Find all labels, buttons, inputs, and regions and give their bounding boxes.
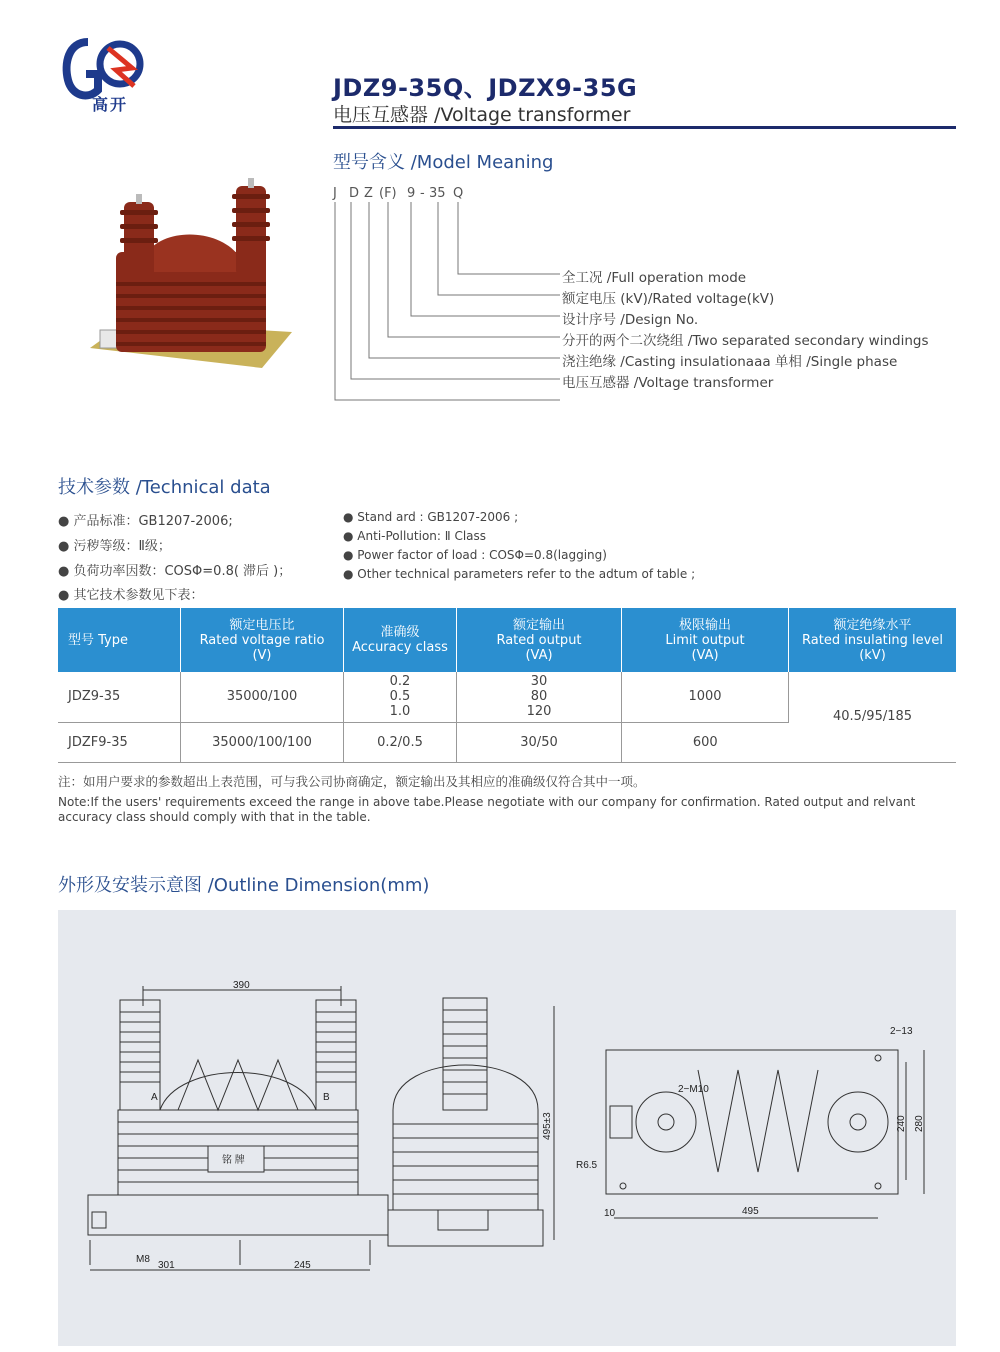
- note-chinese: 注：如用户要求的参数超出上表范围，可与我公司协商确定，额定输出及其相应的准确级仅符合其中一项。: [58, 774, 646, 789]
- cell-ratio: 35000/100/100: [181, 722, 344, 762]
- code-letter: 9: [407, 186, 416, 201]
- model-meaning-item: 分开的两个二次绕组 /Two separated secondary windings: [562, 333, 929, 349]
- cell-ratio: 35000/100: [181, 672, 344, 722]
- tech-item-en: ● Anti-Pollution: Ⅱ Class: [343, 529, 487, 543]
- table-row: [58, 672, 956, 722]
- label-m8: M8: [136, 1254, 150, 1265]
- dim-301: 301: [158, 1260, 175, 1271]
- model-meaning-item: 设计序号 /Design No.: [562, 312, 699, 328]
- cell-limit: 600: [622, 722, 789, 762]
- label-r65: R6.5: [576, 1160, 598, 1171]
- table-header-cell: 型号 Type: [58, 608, 181, 672]
- outline-drawing-panel: [58, 910, 956, 1346]
- tech-item-cn: ● 负荷功率因数：COSΦ=0.8( 滞后 )；: [58, 564, 292, 579]
- model-meaning-item: 全工况 /Full operation mode: [562, 270, 747, 286]
- code-letter: D: [349, 186, 360, 201]
- code-letter: -: [420, 186, 425, 201]
- nameplate-label: 铭 牌: [222, 1155, 245, 1166]
- outline-heading: 外形及安装示意图 /Outline Dimension(mm): [58, 875, 430, 896]
- table-header-cell: 极限输出 Limit output (VA): [622, 608, 789, 672]
- dim-245: 245: [294, 1260, 311, 1271]
- cell-type: JDZ9-35: [58, 672, 181, 722]
- technical-data-table: [58, 608, 956, 763]
- cell-accuracy: 0.2/0.5: [344, 722, 457, 762]
- table-header-cell: 额定电压比 Rated voltage ratio (V): [181, 608, 344, 672]
- model-meaning-heading: 型号含义 /Model Meaning: [333, 152, 554, 173]
- tech-item-en: ● Power factor of load : COSΦ=0.8(lagging): [343, 548, 607, 562]
- tech-item-cn: ● 污秽等级：Ⅱ级；: [58, 539, 171, 554]
- tech-item-cn: ● 其它技术参数见下表：: [58, 588, 204, 603]
- product-title: JDZ9-35Q、JDZX9-35G: [333, 74, 638, 102]
- label-b: B: [323, 1092, 330, 1103]
- dim-280: 280: [914, 1115, 925, 1132]
- cell-insulation: 40.5/95/185: [789, 672, 957, 762]
- technical-data-heading: 技术参数 /Technical data: [58, 477, 271, 498]
- dim-height: 495±3: [542, 1112, 553, 1140]
- dim-495: 495: [742, 1206, 759, 1217]
- cell-type: JDZF9-35: [58, 722, 181, 762]
- code-letter: J: [333, 186, 337, 201]
- table-header-cell: 准确级 Accuracy class: [344, 608, 457, 672]
- model-meaning-item: 电压互感器 /Voltage transformer: [562, 375, 774, 391]
- code-letter: Z: [364, 186, 373, 201]
- model-meaning-item: 额定电压 (kV)/Rated voltage(kV): [562, 291, 775, 307]
- title-divider: [333, 126, 956, 129]
- model-meaning-item: 浇注绝缘 /Casting insulationaaa 单相 /Single phase: [562, 354, 898, 370]
- outline-drawing: [58, 910, 956, 1346]
- code-letter: Q: [453, 186, 464, 201]
- dim-390: 390: [233, 980, 250, 991]
- tech-item-en: ● Stand ard : GB1207-2006 ;: [343, 510, 519, 524]
- dim-10: 10: [604, 1208, 616, 1219]
- code-letter: 35: [429, 186, 446, 201]
- front-view: [88, 1000, 388, 1270]
- product-photo: [86, 172, 296, 372]
- dim-240: 240: [896, 1115, 907, 1132]
- table-header-cell: 额定输出 Rated output (VA): [457, 608, 622, 672]
- cell-output: 30 80 120: [457, 672, 622, 722]
- label-a: A: [151, 1092, 158, 1103]
- tech-item-cn: ● 产品标准：GB1207-2006;: [58, 514, 233, 529]
- label-m10: 2−M10: [678, 1084, 709, 1095]
- cell-limit: 1000: [622, 672, 789, 722]
- product-subtitle: 电压互感器 /Voltage transformer: [333, 104, 631, 126]
- model-code-leader-lines: [330, 200, 570, 405]
- tech-item-en: ● Other technical parameters refer to the adtum of table ;: [343, 567, 696, 581]
- note-english: Note:If the users' requirements exceed the range in above tabe.Please negotiate with our company for confirmation. Rated output and relvant accuracy class should comply with that in the table.: [58, 795, 916, 824]
- cell-accuracy: 0.2 0.5 1.0: [344, 672, 457, 722]
- side-view: [388, 998, 554, 1246]
- label-holes: 2−13: [890, 1026, 913, 1037]
- cell-output: 30/50: [457, 722, 622, 762]
- top-view: [606, 1050, 924, 1218]
- logo-chinese-text: 高开: [92, 95, 129, 114]
- table-header-cell: 额定绝缘水平 Rated insulating level (kV): [789, 608, 957, 672]
- code-letter: (F): [379, 186, 397, 201]
